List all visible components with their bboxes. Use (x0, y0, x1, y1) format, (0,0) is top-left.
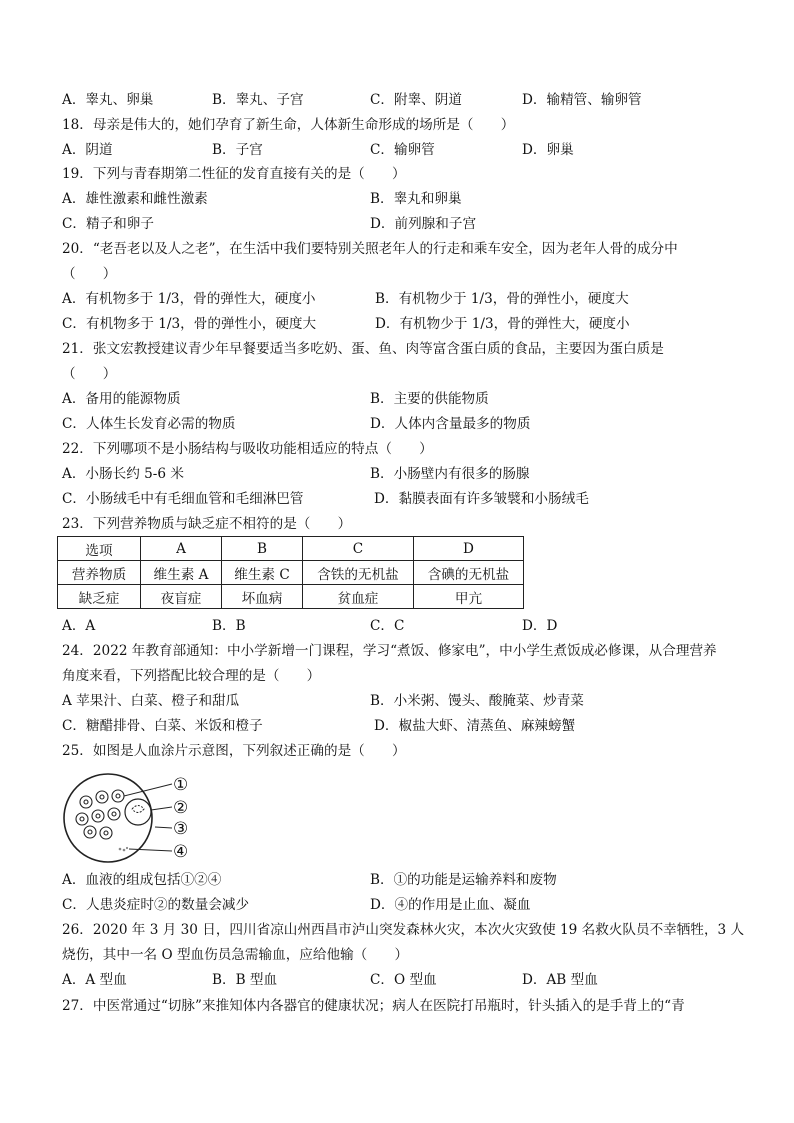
table-cell: 维生素 C (222, 561, 303, 585)
q21-option-c: C．人体生长发育必需的物质 (62, 416, 236, 432)
q21-option-a: A．备用的能源物质 (62, 391, 181, 407)
platelets (119, 847, 128, 851)
table-cell: 含铁的无机盐 (303, 561, 414, 585)
table-row (58, 585, 524, 609)
q18-option-c: C．输卵管 (370, 142, 435, 158)
q26-option-d: D．AB 型血 (522, 972, 598, 988)
q21-stem: 21．张文宏教授建议青少年早餐要适当多吃奶、蛋、鱼、肉等富含蛋白质的食品，主要因为蛋白质是 (62, 341, 664, 357)
q25-option-c: C．人患炎症时②的数量会减少 (62, 897, 250, 913)
table-cell: D (414, 537, 524, 561)
table-cell: C (303, 537, 414, 561)
q23-option-b: B．B (212, 618, 246, 634)
q24-stem-cont: 角度来看，下列搭配比较合理的是（ ） (62, 668, 321, 684)
q24-option-d: D．椒盐大虾、清蒸鱼、麻辣螃蟹 (374, 718, 576, 734)
q17-option-b: B．睾丸、子宫 (212, 92, 304, 108)
q24-stem: 24．2022 年教育部通知：中小学新增一门课程，学习“煮饭、修家电”，中小学生煮饭成必修课，从合理营养 (62, 643, 717, 659)
q19-option-a: A．雄性激素和雌性激素 (62, 191, 208, 207)
red-blood-cells (76, 790, 124, 839)
figure-label-1: ① (173, 775, 189, 795)
q20-option-a: A．有机物多于 1/3，骨的弹性大，硬度小 (62, 291, 316, 307)
q19-option-b: B．睾丸和卵巢 (370, 191, 462, 207)
label-leaders (124, 784, 172, 851)
q23-option-d: D．D (522, 618, 558, 634)
q19-stem: 19．下列与青春期第二性征的发育直接有关的是（ ） (62, 166, 406, 182)
table-cell: 甲亢 (414, 585, 524, 609)
q18-option-a: A．阴道 (62, 142, 113, 158)
q18-stem: 18．母亲是伟大的，她们孕育了新生命，人体新生命形成的场所是（ ） (62, 117, 515, 133)
figure-label-4: ④ (173, 842, 189, 862)
q22-option-c: C．小肠绒毛中有毛细血管和毛细淋巴管 (62, 491, 304, 507)
q25-stem: 25．如图是人血涂片示意图，下列叙述正确的是（ ） (62, 743, 406, 759)
q21-option-d: D．人体内含量最多的物质 (370, 416, 531, 432)
table-cell: 缺乏症 (58, 585, 141, 609)
q25-option-b: B．①的功能是运输养料和废物 (370, 872, 557, 888)
q25-option-a: A．血液的组成包括①②④ (62, 872, 222, 888)
q17-option-c: C．附睾、阴道 (370, 92, 462, 108)
q26-option-b: B．B 型血 (212, 972, 278, 988)
q18-option-d: D．卵巢 (522, 142, 574, 158)
table-cell: 维生素 A (141, 561, 222, 585)
q23-option-c: C．C (370, 618, 405, 634)
q22-option-b: B．小肠壁内有很多的肠腺 (370, 466, 530, 482)
white-blood-cell (125, 799, 151, 825)
table-cell: A (141, 537, 222, 561)
q26-stem: 26．2020 年 3 月 30 日，四川省凉山州西昌市泸山突发森林火灾，本次火灾致使 19 名救火队员不幸牺牲，3 人 (62, 922, 745, 938)
smear-boundary (64, 774, 152, 862)
table-cell: 贫血症 (303, 585, 414, 609)
table-cell: 选项 (58, 537, 141, 561)
q23-option-a: A．A (62, 618, 96, 634)
q17-option-a: A．睾丸、卵巢 (62, 92, 154, 108)
q24-option-c: C．糖醋排骨、白菜、米饭和橙子 (62, 718, 263, 734)
q22-option-d: D．黏膜表面有许多皱襞和小肠绒毛 (374, 491, 589, 507)
q23-stem: 23．下列营养物质与缺乏症不相符的是（ ） (62, 516, 352, 532)
q22-stem: 22．下列哪项不是小肠结构与吸收功能相适应的特点（ ） (62, 441, 433, 457)
q23-table (57, 536, 524, 609)
q21-option-b: B．主要的供能物质 (370, 391, 489, 407)
table-cell: 夜盲症 (141, 585, 222, 609)
q24-option-a: A 苹果汁、白菜、橙子和甜瓜 (62, 693, 240, 709)
q26-option-a: A．A 型血 (62, 972, 127, 988)
q27-stem: 27．中医常通过“切脉”来推知体内各器官的健康状况；病人在医院打吊瓶时，针头插入的是手背上的“青 (62, 998, 685, 1014)
table-cell: 含碘的无机盐 (414, 561, 524, 585)
q22-option-a: A．小肠长约 5-6 米 (62, 466, 184, 482)
figure-label-2: ② (173, 798, 189, 818)
q18-option-b: B．子宫 (212, 142, 263, 158)
q20-stem: 20．“老吾老以及人之老”，在生活中我们要特别关照老年人的行走和乘车安全，因为老年人骨的成分中 (62, 241, 678, 257)
q24-option-b: B．小米粥、馒头、酸腌菜、炒青菜 (370, 693, 584, 709)
table-cell: B (222, 537, 303, 561)
q20-option-d: D．有机物少于 1/3，骨的弹性大，硬度小 (375, 316, 630, 332)
q25-option-d: D．④的作用是止血、凝血 (370, 897, 531, 913)
q20-stem-paren: （ ） (62, 266, 117, 282)
q19-option-c: C．精子和卵子 (62, 216, 154, 232)
q19-option-d: D．前列腺和子宫 (370, 216, 477, 232)
table-cell: 营养物质 (58, 561, 141, 585)
q26-option-c: C．O 型血 (370, 972, 437, 988)
q17-option-d: D．输精管、输卵管 (522, 92, 642, 108)
figure-label-3: ③ (173, 819, 189, 839)
q26-stem-cont: 烧伤，其中一名 O 型血伤员急需输血，应给他输（ ） (62, 947, 409, 963)
q21-stem-paren: （ ） (62, 366, 117, 382)
q20-option-c: C．有机物多于 1/3，骨的弹性小，硬度大 (62, 316, 317, 332)
table-cell: 坏血病 (222, 585, 303, 609)
table-row (58, 537, 524, 561)
table-row (58, 561, 524, 585)
q20-option-b: B．有机物少于 1/3，骨的弹性小，硬度大 (375, 291, 629, 307)
blood-smear-figure (60, 772, 210, 868)
